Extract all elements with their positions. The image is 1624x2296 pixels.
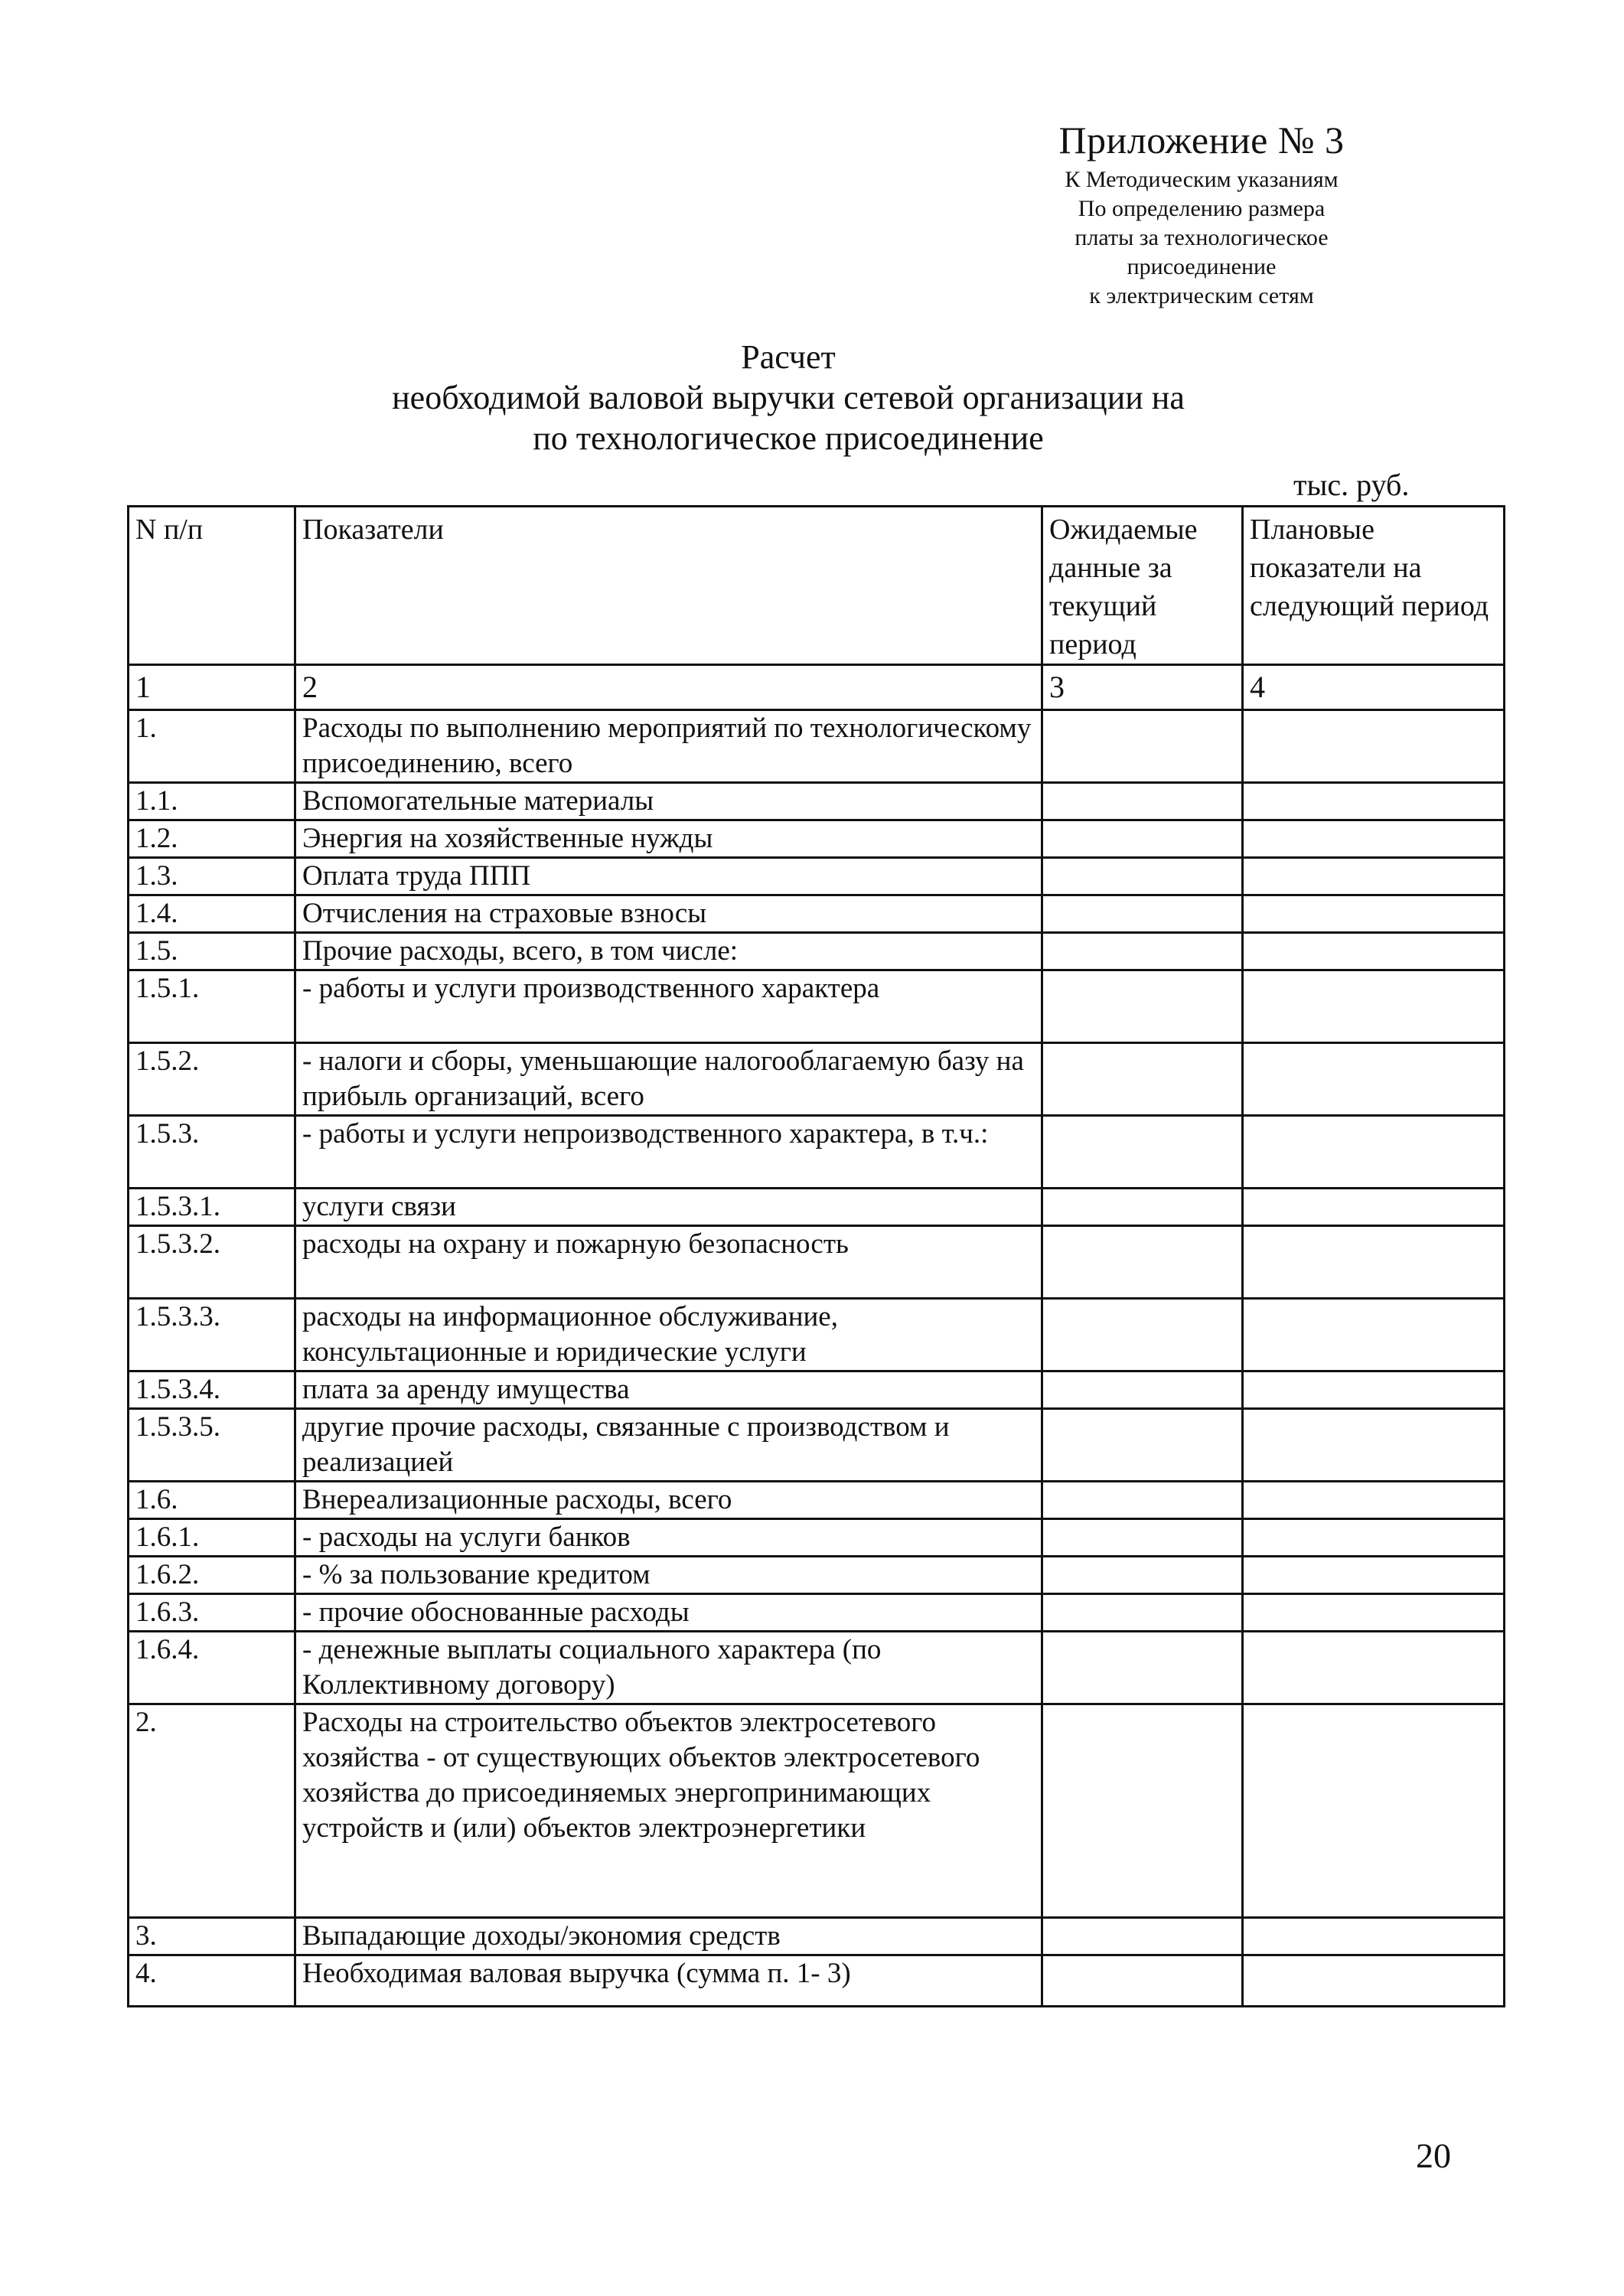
row-label: Расходы на строительство объектов электросетевого хозяйства - от существующих объектов электросетевого хозяйства до присоединяемых энергопринимающих устройств и (или) объектов электроэнергетики — [295, 1704, 1042, 1918]
row-expected — [1042, 1955, 1243, 2007]
row-num: 1.5.3.1. — [129, 1189, 295, 1226]
row-label: Прочие расходы, всего, в том числе: — [295, 933, 1042, 970]
row-label: другие прочие расходы, связанные с производством и реализацией — [295, 1409, 1042, 1482]
table-row — [129, 1955, 1505, 2007]
row-label: - расходы на услуги банков — [295, 1519, 1042, 1557]
row-planned — [1243, 1299, 1505, 1371]
row-planned — [1243, 1371, 1505, 1409]
row-num: 1.6.2. — [129, 1557, 295, 1594]
row-num: 2. — [129, 1704, 295, 1918]
row-num: 1.4. — [129, 895, 295, 933]
table-row — [129, 1519, 1505, 1557]
row-num: 1.5. — [129, 933, 295, 970]
heading-line: необходимой валовой выручки сетевой организации на — [392, 379, 1185, 416]
row-planned — [1243, 1482, 1505, 1519]
row-expected — [1042, 1557, 1243, 1594]
table-row — [129, 858, 1505, 895]
table-row — [129, 895, 1505, 933]
table-row — [129, 1371, 1505, 1409]
column-number-row — [129, 665, 1505, 710]
header-indicator: Показатели — [295, 507, 1042, 665]
row-expected — [1042, 1594, 1243, 1632]
table-row — [129, 1918, 1505, 1955]
row-label: Оплата труда ППП — [295, 858, 1042, 895]
row-label: Внереализационные расходы, всего — [295, 1482, 1042, 1519]
row-planned — [1243, 1116, 1505, 1189]
column-number: 2 — [295, 665, 1042, 710]
row-num: 1.5.1. — [129, 970, 295, 1043]
row-label: Необходимая валовая выручка (сумма п. 1- 3) — [295, 1955, 1042, 2007]
row-num: 1.5.3.3. — [129, 1299, 295, 1371]
row-expected — [1042, 933, 1243, 970]
appendix-subtitle-line: к электрическим сетям — [1089, 283, 1314, 308]
appendix-header — [987, 115, 1416, 311]
row-expected — [1042, 1116, 1243, 1189]
row-label: Выпадающие доходы/экономия средств — [295, 1918, 1042, 1955]
row-label: - налоги и сборы, уменьшающие налогооблагаемую базу на прибыль организаций, всего — [295, 1043, 1042, 1116]
row-planned — [1243, 858, 1505, 895]
row-expected — [1042, 710, 1243, 783]
table-row — [129, 1557, 1505, 1594]
row-planned — [1243, 710, 1505, 783]
row-planned — [1243, 1557, 1505, 1594]
table-row — [129, 1409, 1505, 1482]
row-num: 1.6.4. — [129, 1632, 295, 1704]
appendix-subtitle-line: К Методическим указаниям — [1065, 167, 1339, 192]
table-row — [129, 1704, 1505, 1918]
row-planned — [1243, 1519, 1505, 1557]
row-label: Отчисления на страховые взносы — [295, 895, 1042, 933]
row-label: - работы и услуги производственного характера — [295, 970, 1042, 1043]
document-heading — [291, 337, 1286, 458]
row-expected — [1042, 895, 1243, 933]
row-planned — [1243, 783, 1505, 820]
row-label: - прочие обоснованные расходы — [295, 1594, 1042, 1632]
row-num: 1.6. — [129, 1482, 295, 1519]
row-expected — [1042, 1371, 1243, 1409]
row-planned — [1243, 895, 1505, 933]
table-row — [129, 1116, 1505, 1189]
table-row — [129, 1043, 1505, 1116]
column-number: 1 — [129, 665, 295, 710]
table-row — [129, 1482, 1505, 1519]
table-row — [129, 1226, 1505, 1299]
row-label: - % за пользование кредитом — [295, 1557, 1042, 1594]
row-planned — [1243, 1409, 1505, 1482]
row-expected — [1042, 1189, 1243, 1226]
row-expected — [1042, 1043, 1243, 1116]
header-expected: Ожидаемые данные за текущий период — [1042, 507, 1243, 665]
row-planned — [1243, 820, 1505, 858]
units-label: тыс. руб. — [1293, 468, 1410, 502]
row-label: услуги связи — [295, 1189, 1042, 1226]
heading-line: Расчет — [741, 338, 836, 376]
table-row — [129, 933, 1505, 970]
table-row — [129, 820, 1505, 858]
row-expected — [1042, 783, 1243, 820]
row-label: - денежные выплаты социального характера (по Коллективному договору) — [295, 1632, 1042, 1704]
row-expected — [1042, 820, 1243, 858]
table-row — [129, 1299, 1505, 1371]
row-num: 1. — [129, 710, 295, 783]
row-planned — [1243, 1189, 1505, 1226]
row-planned — [1243, 1594, 1505, 1632]
row-num: 3. — [129, 1918, 295, 1955]
row-label: Энергия на хозяйственные нужды — [295, 820, 1042, 858]
row-num: 1.6.1. — [129, 1519, 295, 1557]
header-planned: Плановые показатели на следующий период — [1243, 507, 1505, 665]
row-expected — [1042, 1918, 1243, 1955]
row-planned — [1243, 1955, 1505, 2007]
page-number: 20 — [1416, 2136, 1451, 2175]
row-num: 1.2. — [129, 820, 295, 858]
appendix-subtitle-line: платы за технологическое — [1075, 225, 1329, 250]
row-label: Вспомогательные материалы — [295, 783, 1042, 820]
row-expected — [1042, 1704, 1243, 1918]
row-planned — [1243, 1704, 1505, 1918]
table-row — [129, 970, 1505, 1043]
header-num: N п/п — [129, 507, 295, 665]
row-num: 1.5.3.5. — [129, 1409, 295, 1482]
column-number: 4 — [1243, 665, 1505, 710]
row-expected — [1042, 858, 1243, 895]
row-expected — [1042, 1632, 1243, 1704]
row-num: 1.5.3. — [129, 1116, 295, 1189]
row-expected — [1042, 1519, 1243, 1557]
table-row — [129, 783, 1505, 820]
table-row — [129, 710, 1505, 783]
row-label: расходы на информационное обслуживание, консультационные и юридические услуги — [295, 1299, 1042, 1371]
table-row — [129, 1594, 1505, 1632]
row-planned — [1243, 970, 1505, 1043]
revenue-calculation-table — [127, 505, 1505, 2007]
row-planned — [1243, 1226, 1505, 1299]
row-num: 1.1. — [129, 783, 295, 820]
row-label: - работы и услуги непроизводственного характера, в т.ч.: — [295, 1116, 1042, 1189]
row-num: 1.3. — [129, 858, 295, 895]
row-label: Расходы по выполнению мероприятий по технологическому присоединению, всего — [295, 710, 1042, 783]
table-row — [129, 1632, 1505, 1704]
table-header-row — [129, 507, 1505, 665]
row-expected — [1042, 970, 1243, 1043]
appendix-subtitle-line: присоединение — [1127, 254, 1277, 279]
row-num: 1.5.3.4. — [129, 1371, 295, 1409]
table-row — [129, 1189, 1505, 1226]
appendix-subtitle-line: По определению размера — [1078, 196, 1326, 221]
row-num: 4. — [129, 1955, 295, 2007]
column-number: 3 — [1042, 665, 1243, 710]
appendix-title: Приложение № 3 — [1058, 119, 1345, 161]
row-expected — [1042, 1299, 1243, 1371]
heading-line: по технологическое присоединение — [533, 419, 1044, 457]
row-expected — [1042, 1226, 1243, 1299]
row-expected — [1042, 1482, 1243, 1519]
row-planned — [1243, 1632, 1505, 1704]
row-expected — [1042, 1409, 1243, 1482]
row-planned — [1243, 933, 1505, 970]
row-num: 1.6.3. — [129, 1594, 295, 1632]
row-planned — [1243, 1043, 1505, 1116]
row-num: 1.5.3.2. — [129, 1226, 295, 1299]
row-label: плата за аренду имущества — [295, 1371, 1042, 1409]
row-label: расходы на охрану и пожарную безопасность — [295, 1226, 1042, 1299]
row-planned — [1243, 1918, 1505, 1955]
row-num: 1.5.2. — [129, 1043, 295, 1116]
